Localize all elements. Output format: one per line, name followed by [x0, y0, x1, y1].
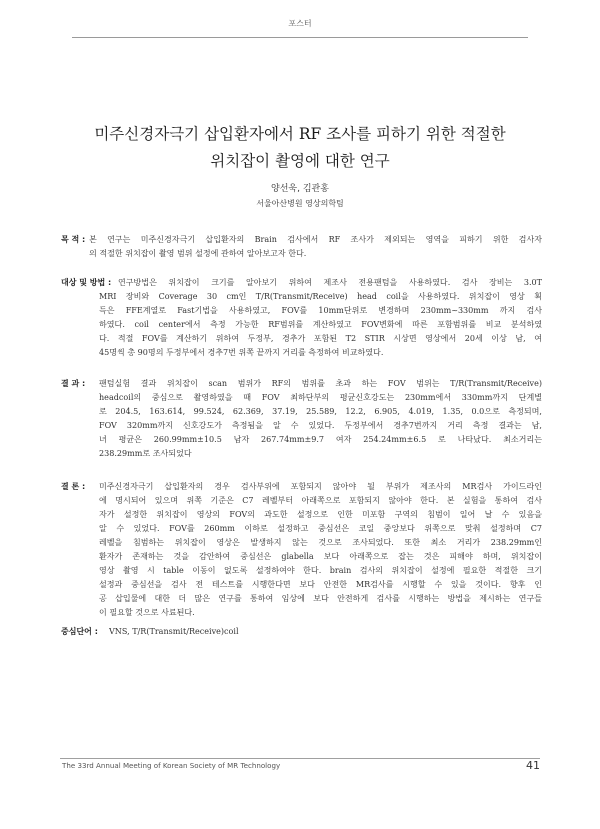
body-line: MRI 장비와 Coverage 30 cm인 T/R(Transmit/Receive) head coil을 사용하였다. 위치잡이 영상 획	[99, 292, 542, 301]
section-body	[118, 276, 542, 290]
results-section	[61, 377, 542, 461]
page-number: 41	[526, 759, 540, 772]
paper-title	[60, 121, 540, 175]
footer-conference: The 33rd Annual Meeting of Korean Society of MR Technology	[62, 761, 281, 770]
section-label: 목 적 :	[61, 235, 86, 244]
body-line: 이 필요할 것으로 사료된다.	[99, 608, 195, 617]
footer-divider	[60, 758, 540, 759]
title-line-1: 미주신경자극기 삽입환자에서 RF 조사를 피하기 위한 적절한	[94, 125, 506, 143]
body-line: 에 명시되어 있으며 위쪽 기준은 C7 레벨부터 아래쪽으로 포함되지 않아야 한다. 본 실험을 통하여 검사	[99, 496, 542, 505]
section-label: 결 과 :	[61, 379, 86, 388]
body-line: 자가 설정한 위치잡이 영상의 FOV의 과도한 설정으로 인한 미포함 구역의 침범이 일어 날 수 있음을	[99, 510, 542, 519]
body-line: 로 204.5, 163.614, 99.524, 62.369, 37.19, 25.589, 12.2, 6.905, 4.019, 1.35, 0.0으로 측정되며,	[99, 407, 542, 416]
header-category: 포스터	[288, 19, 312, 28]
body-line: headcoil의 중심으로 촬영하였을 때 FOV 최하단부의 평균신호강도는 230mm에서 330mm까지 단계별	[99, 393, 542, 402]
body-line: 의 적절한 위치잡이 촬영 범위 설정에 관하여 알아보고자 한다.	[89, 249, 307, 258]
body-line: 득은 FFE계열로 Fast기법을 사용하였고, FOV를 10mm단위로 변경하며 230mm~330mm 까지 검사	[99, 306, 542, 315]
authors: 양선욱, 김관홍	[271, 184, 329, 194]
body-line: 팬텀실험 결과 위치잡이 scan 범위가 RF의 범위를 초과 하는 FOV 범위는 T/R(Transmit/Receive)	[99, 379, 542, 388]
conclusion-section	[61, 480, 542, 620]
section-body	[89, 233, 542, 261]
body-line: 녀 평균은 260.99mm±10.5 남자 267.74mm±9.7 여자 254.24mm±6.5 로 나타났다. 최소거리는	[99, 435, 542, 444]
section-label: 중심단어 :	[61, 627, 98, 636]
section-body	[109, 625, 542, 639]
body-line: 하였다. coil center에서 측정 가능한 RF범위를 계산하였고 FOV변화에 따른 포함범위를 비교 분석하였	[99, 320, 542, 329]
body-line: 영상 촬영 시 table 이동이 없도록 설정하여야 한다. brain 검사의 위치잡이 설정에 필요한 적절한 크기	[99, 566, 542, 575]
keywords-section	[61, 625, 542, 639]
body-line: 45명씩 총 90명의 두정부에서 경추7번 위쪽 끝까지 거리를 측정하여 비교하였다.	[99, 348, 384, 357]
body-line: 알 수 있었다. FOV를 260mm 이하로 설정하고 중심선은 코일 중앙보다 위쪽으로 맞춰 설정하며 C7	[99, 524, 542, 533]
purpose-section	[61, 233, 542, 261]
header-divider	[72, 37, 528, 38]
body-line: 레벨을 침범하는 위치잡이 영상은 발생하지 않는 것으로 조사되었다. 또한 최소 거리가 238.29mm인	[99, 538, 542, 547]
body-line: 설정과 중심선을 검사 전 테스트를 시행한다면 보다 안전한 MR검사를 시행할 수 있을 것이다. 향후 인	[99, 580, 542, 589]
body-line: 연구방법은 위치잡이 크기를 알아보기 위하여 제조사 전용팬텀을 사용하였다. 검사 장비는 3.0T	[118, 278, 542, 287]
body-line: 본 연구는 미주신경자극기 삽입환자의 Brain 검사에서 RF 조사가 제외되는 영역을 피하기 위한 검사자	[89, 235, 542, 244]
section-label: 결 론 :	[61, 482, 86, 491]
section-body	[99, 377, 542, 461]
section-body	[99, 480, 542, 620]
body-line: 환자가 존재하는 것을 감안하여 중심선은 glabella 보다 아래쪽으로 잡는 것은 피해야 하며, 위치잡이	[99, 552, 542, 561]
affiliation: 서울아산병원 영상의학팀	[256, 199, 344, 208]
body-line: FOV 320mm까지 신호강도가 측정됨을 알 수 있었다. 두정부에서 경추7번까지 거리 측정 결과는 남,	[99, 421, 542, 430]
body-line: 다. 적절 FOV를 계산하기 위하여 두정부, 경추가 포함된 T2 STIR 시상면 영상에서 20세 이상 남, 여	[99, 334, 542, 343]
title-line-2: 위치잡이 촬영에 대한 연구	[210, 152, 390, 170]
body-line: 미주신경자극기 삽입환자의 경우 검사부위에 포함되지 않아야 될 부위가 제조사의 MR검사 가이드라인	[99, 482, 542, 491]
section-label: 대상 및 방법 :	[61, 278, 112, 287]
keywords-text: VNS, T/R(Transmit/Receive)coil	[109, 627, 239, 636]
body-line: 238.29mm로 조사되었다	[99, 449, 192, 458]
body-line: 공 삽입물에 대한 더 많은 연구를 통하여 임상에 보다 안전하게 검사를 시행하는 방법을 제시하는 연구들	[99, 594, 542, 603]
section-body-continued	[61, 290, 542, 360]
methods-section	[61, 276, 542, 360]
